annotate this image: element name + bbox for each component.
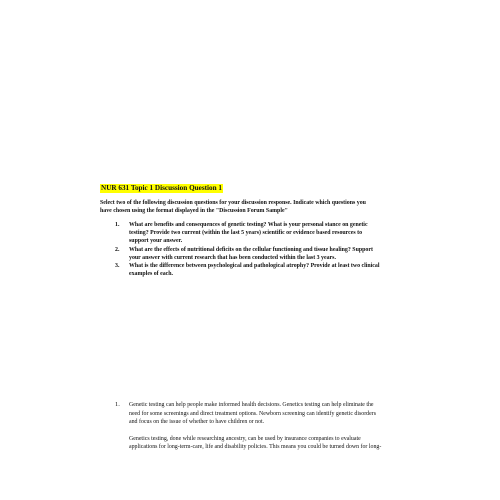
instruction-line: have chosen using the format displayed in the "Discussion Forum Sample"	[100, 208, 288, 215]
answer-paragraph	[129, 401, 415, 427]
answer-number: 1.	[115, 401, 120, 408]
question-line: your answer with current research that has been conducted within the last 3 years.	[129, 254, 336, 261]
instruction-line: Select two of the following discussion questions for your discussion response. Indicate which questions you	[100, 200, 366, 206]
question-number: 1.	[115, 222, 120, 228]
question-line: examples of each.	[129, 271, 174, 278]
question-item	[115, 221, 405, 246]
answer-line: need for some screenings and direct treatment options. Newborn screening can identify genetic disorders	[129, 410, 376, 417]
answer-line: Genetic testing can help people make informed health decisions. Genetics testing can help eliminate the	[129, 402, 374, 408]
question-line: What is the difference between psychological and pathological atrophy? Provide at least two clinical	[129, 263, 380, 270]
question-item	[115, 246, 405, 262]
document-title: NUR 631 Topic 1 Discussion Question 1	[101, 184, 223, 192]
answer-paragraph	[129, 435, 415, 452]
question-number: 2.	[115, 246, 120, 253]
question-list	[115, 221, 405, 278]
question-line: support your answer.	[129, 238, 183, 245]
question-line: What are the effects of nutritional deficits on the cellular functioning and tissue healing? Support	[129, 246, 373, 253]
answer-section	[115, 401, 415, 452]
answer-body	[129, 401, 415, 452]
answer-line: and focus on the issue of whether to have children or not.	[129, 419, 265, 426]
question-number: 3.	[115, 263, 120, 270]
question-line: What are benefits and consequences of genetic testing? What is your personal stance on genetic	[129, 222, 368, 228]
answer-line: Genetics testing, done while researching ancestry, can be used by insurance companies to evaluate	[129, 435, 361, 442]
answer-line: applications for long-term-care, life and disability policies. This means you could be turned down for long-	[129, 444, 382, 451]
question-line: testing? Provide two current (within the last 5 years) scientific or evidence based resources to	[129, 230, 363, 237]
instructions	[100, 199, 400, 215]
question-item	[115, 262, 405, 278]
